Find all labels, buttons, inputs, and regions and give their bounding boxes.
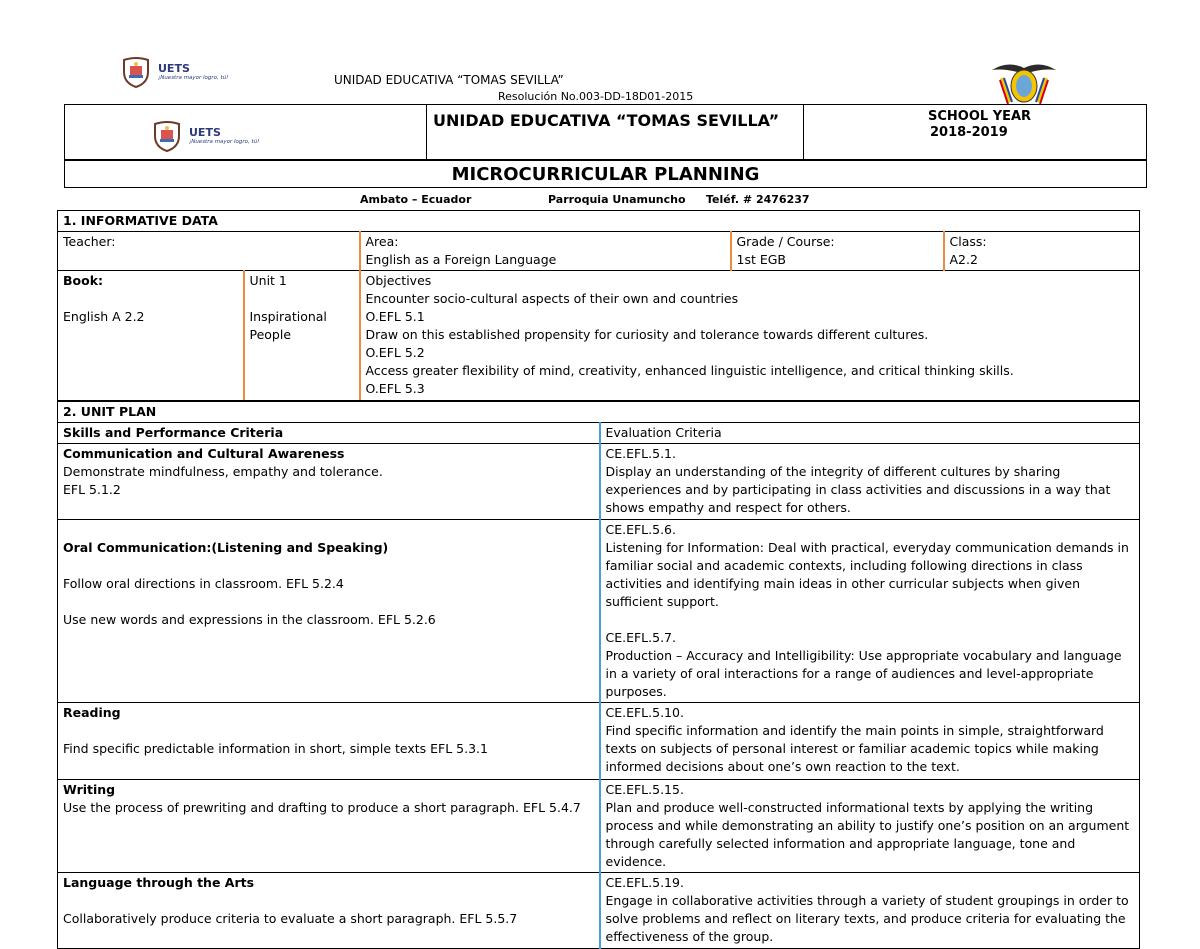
grade-label: Grade / Course:	[736, 234, 835, 249]
evaluation-cell	[600, 780, 1140, 873]
evaluation-text: Engage in collaborative activities through a variety of student groupings in order to solve problems and reflect on literary texts, and produce criteria for evaluating the effectiveness of the group.	[605, 893, 1129, 944]
city-text: Ambato – Ecuador	[360, 193, 472, 206]
unit-plan-table	[57, 400, 1140, 949]
skill-heading: Language through the Arts	[63, 875, 255, 890]
parish-text: Parroquia Unamuncho	[548, 193, 686, 206]
evaluation-text: Production – Accuracy and Intelligibility: Use appropriate vocabulary and language in a variety of oral interactions for a range of audiences and level-appropriate purposes.	[605, 648, 1122, 699]
skill-line: Follow oral directions in classroom. EFL 5.2.4	[63, 576, 344, 591]
logo-name: UETS	[158, 61, 190, 75]
evaluation-code: CE.EFL.5.10.	[605, 705, 684, 720]
skill-line: Use the process of prewriting and drafting to produce a short paragraph. EFL 5.4.7	[63, 800, 581, 815]
objectives-cell	[360, 271, 1140, 401]
skill-line: Demonstrate mindfulness, empathy and tolerance.	[63, 464, 383, 479]
evaluation-cell	[600, 873, 1140, 949]
school-shield-icon	[151, 120, 183, 152]
teacher-cell	[58, 232, 360, 271]
unit-name: Inspirational People	[249, 309, 327, 342]
area-cell	[360, 232, 731, 271]
skills-cell	[58, 520, 600, 703]
skill-heading: Communication and Cultural Awareness	[63, 446, 345, 461]
book-value: English A 2.2	[63, 309, 145, 324]
objective-line: O.EFL 5.1	[365, 309, 425, 324]
evaluation-cell	[600, 444, 1140, 520]
table-row	[58, 703, 1140, 780]
objective-line: O.EFL 5.2	[365, 345, 425, 360]
skill-heading: Reading	[63, 705, 121, 720]
informative-data-table	[57, 210, 1140, 401]
skill-line: Collaboratively produce criteria to evaluate a short paragraph. EFL 5.5.7	[63, 911, 518, 926]
school-name-box: UNIDAD EDUCATIVA “TOMAS SEVILLA”	[433, 111, 780, 130]
skill-line: EFL 5.1.2	[63, 482, 121, 497]
evaluation-text: Listening for Information: Deal with practical, everyday communication demands in familiar social and academic contexts, including following directions in class activities and identifying main ideas in other curricular subjects when given sufficient support.	[605, 540, 1129, 609]
skills-cell	[58, 444, 600, 520]
evaluation-text: Find specific information and identify the main points in simple, straightforward texts on subjects of personal interest or familiar academic topics while making informed decisions about one’s own reaction to the text.	[605, 723, 1104, 774]
class-cell	[944, 232, 1140, 271]
skill-line: Use new words and expressions in the classroom. EFL 5.2.6	[63, 612, 436, 627]
evaluation-cell	[600, 703, 1140, 780]
objective-line: Draw on this established propensity for curiosity and tolerance towards different cultures.	[365, 327, 929, 342]
unit-label: Unit 1	[249, 273, 287, 288]
evaluation-column-header: Evaluation Criteria	[600, 423, 1140, 444]
teacher-label: Teacher:	[63, 234, 116, 249]
skills-column-header: Skills and Performance Criteria	[58, 423, 600, 444]
table-row	[58, 444, 1140, 520]
evaluation-code: CE.EFL.5.1.	[605, 446, 676, 461]
table-row	[58, 780, 1140, 873]
school-logo-box	[151, 120, 425, 152]
skills-cell	[58, 780, 600, 873]
evaluation-code: CE.EFL.5.15.	[605, 782, 684, 797]
coat-of-arms-icon	[982, 56, 1066, 108]
evaluation-code: CE.EFL.5.7.	[605, 630, 676, 645]
evaluation-code: CE.EFL.5.6.	[605, 522, 676, 537]
unit-cell	[244, 271, 360, 401]
book-cell	[58, 271, 244, 401]
grade-cell	[731, 232, 944, 271]
table-row	[58, 520, 1140, 703]
school-year-label: SCHOOL YEAR	[928, 109, 1032, 124]
objective-line: Access greater flexibility of mind, creativity, enhanced linguistic intelligence, and critical thinking skills.	[365, 363, 1014, 378]
header-table	[64, 104, 1147, 160]
page-title: MICROCURRICULAR PLANNING	[64, 160, 1147, 188]
area-value: English as a Foreign Language	[365, 252, 557, 267]
evaluation-text: Display an understanding of the integrity of different cultures by sharing experiences and by participating in class activities and discussions in a way that shows empathy and respect for others.	[605, 464, 1111, 515]
evaluation-code: CE.EFL.5.19.	[605, 875, 684, 890]
skill-heading: Writing	[63, 782, 116, 797]
book-label: Book:	[63, 273, 104, 288]
school-logo-top	[120, 56, 228, 88]
resolution-text: Resolución No.003-DD-18D01-2015	[498, 90, 694, 103]
class-label: Class:	[949, 234, 987, 249]
table-row	[58, 873, 1140, 949]
skills-cell	[58, 873, 600, 949]
informative-section-title: 1. INFORMATIVE DATA	[58, 211, 1140, 232]
evaluation-text: Plan and produce well-constructed informational texts by applying the writing process and while demonstrating an ability to justify one’s position on an argument through carefully selected information and appropriate language, tone and evidence.	[605, 800, 1130, 869]
school-name-top: UNIDAD EDUCATIVA “TOMAS SEVILLA”	[334, 73, 564, 87]
school-year-value: 2018-2019	[930, 125, 1008, 140]
skill-line: Find specific predictable information in short, simple texts EFL 5.3.1	[63, 741, 488, 756]
header-school-year-cell	[804, 105, 1147, 160]
objectives-label: Objectives	[365, 273, 432, 288]
phone-text: Teléf. # 2476237	[706, 193, 810, 206]
skill-heading: Oral Communication:(Listening and Speaking)	[63, 540, 389, 555]
area-label: Area:	[365, 234, 399, 249]
skills-cell	[58, 703, 600, 780]
logo-tagline-box: ¡Nuestra mayor logro, tú!	[189, 138, 260, 145]
grade-value: 1st EGB	[736, 252, 786, 267]
logo-name-box: UETS	[189, 125, 221, 139]
header-logo-cell	[65, 105, 427, 160]
logo-tagline: ¡Nuestra mayor logro, tú!	[158, 74, 229, 81]
unit-plan-section-title: 2. UNIT PLAN	[58, 401, 1140, 423]
objective-line: O.EFL 5.3	[365, 381, 425, 396]
school-shield-icon	[120, 56, 152, 88]
objective-line: Encounter socio-cultural aspects of their own and countries	[365, 291, 739, 306]
evaluation-cell	[600, 520, 1140, 703]
header-school-name-cell	[427, 105, 804, 160]
class-value: A2.2	[949, 252, 978, 267]
